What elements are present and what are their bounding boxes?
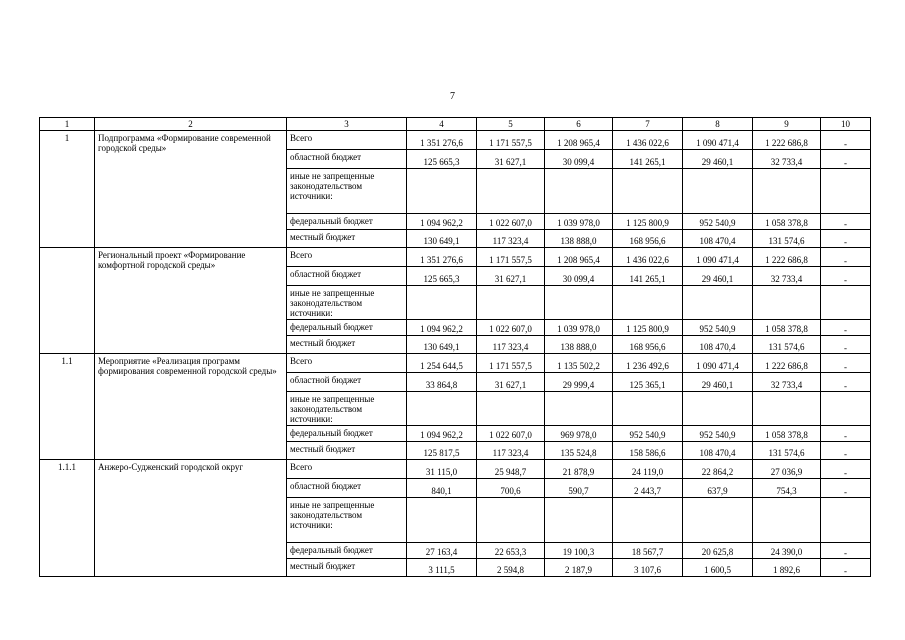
value-cell: 2 443,7 bbox=[613, 479, 683, 498]
value-cell: 1 058 378,8 bbox=[753, 214, 821, 230]
value-cell: 700,6 bbox=[477, 479, 545, 498]
value-cell: 21 878,9 bbox=[545, 460, 613, 479]
value-cell: 130 649,1 bbox=[407, 230, 477, 248]
value-cell: 1 090 471,4 bbox=[683, 354, 753, 373]
value-cell: 1 058 378,8 bbox=[753, 320, 821, 336]
value-cell: 840,1 bbox=[407, 479, 477, 498]
section-index: 1.1 bbox=[40, 354, 95, 460]
value-cell: 1 222 686,8 bbox=[753, 131, 821, 150]
section-index: 1.1.1 bbox=[40, 460, 95, 577]
value-cell: 1 022 607,0 bbox=[477, 214, 545, 230]
column-header: 8 bbox=[683, 118, 753, 131]
funding-source: иные не запрещенные законодательством источники: bbox=[287, 498, 407, 543]
value-cell bbox=[407, 286, 477, 320]
value-cell: 1 222 686,8 bbox=[753, 354, 821, 373]
funding-source: Всего bbox=[287, 354, 407, 373]
section-index bbox=[40, 248, 95, 354]
value-cell: 24 119,0 bbox=[613, 460, 683, 479]
value-cell: 125 365,1 bbox=[613, 373, 683, 392]
value-cell: 131 574,6 bbox=[753, 336, 821, 354]
section-index: 1 bbox=[40, 131, 95, 248]
column-header: 4 bbox=[407, 118, 477, 131]
value-cell: 27 163,4 bbox=[407, 543, 477, 559]
value-cell-col10: - bbox=[821, 214, 871, 230]
funding-source: федеральный бюджет bbox=[287, 320, 407, 336]
funding-source: областной бюджет bbox=[287, 150, 407, 169]
column-header: 6 bbox=[545, 118, 613, 131]
value-cell-col10: - bbox=[821, 373, 871, 392]
value-cell: 1 236 492,6 bbox=[613, 354, 683, 373]
value-cell bbox=[683, 169, 753, 214]
value-cell bbox=[407, 169, 477, 214]
budget-table bbox=[39, 117, 871, 577]
value-cell: 138 888,0 bbox=[545, 230, 613, 248]
value-cell bbox=[477, 392, 545, 426]
value-cell bbox=[753, 286, 821, 320]
funding-source: Всего bbox=[287, 460, 407, 479]
funding-source: местный бюджет bbox=[287, 336, 407, 354]
value-cell: 590,7 bbox=[545, 479, 613, 498]
value-cell: 31 627,1 bbox=[477, 267, 545, 286]
value-cell bbox=[753, 498, 821, 543]
section-name: Мероприятие «Реализация программ формирования современной городской среды» bbox=[95, 354, 287, 460]
value-cell-col10: - bbox=[821, 320, 871, 336]
value-cell: 158 586,6 bbox=[613, 442, 683, 460]
value-cell bbox=[477, 286, 545, 320]
funding-source: Всего bbox=[287, 131, 407, 150]
value-cell-col10 bbox=[821, 392, 871, 426]
value-cell: 637,9 bbox=[683, 479, 753, 498]
value-cell: 1 022 607,0 bbox=[477, 426, 545, 442]
funding-source: местный бюджет bbox=[287, 559, 407, 577]
value-cell: 131 574,6 bbox=[753, 442, 821, 460]
value-cell: 1 058 378,8 bbox=[753, 426, 821, 442]
value-cell: 1 892,6 bbox=[753, 559, 821, 577]
value-cell: 1 022 607,0 bbox=[477, 320, 545, 336]
value-cell: 33 864,8 bbox=[407, 373, 477, 392]
value-cell: 32 733,4 bbox=[753, 150, 821, 169]
funding-source: Всего bbox=[287, 248, 407, 267]
value-cell: 952 540,9 bbox=[683, 320, 753, 336]
value-cell: 31 627,1 bbox=[477, 150, 545, 169]
value-cell: 117 323,4 bbox=[477, 442, 545, 460]
page-number: 7 bbox=[450, 91, 455, 102]
table-row bbox=[40, 460, 871, 479]
value-cell-col10: - bbox=[821, 336, 871, 354]
value-cell bbox=[477, 498, 545, 543]
funding-source: иные не запрещенные законодательством источники: bbox=[287, 286, 407, 320]
value-cell-col10: - bbox=[821, 460, 871, 479]
value-cell: 1 135 502,2 bbox=[545, 354, 613, 373]
value-cell bbox=[753, 392, 821, 426]
value-cell: 1 351 276,6 bbox=[407, 131, 477, 150]
value-cell: 754,3 bbox=[753, 479, 821, 498]
value-cell-col10: - bbox=[821, 248, 871, 267]
value-cell: 25 948,7 bbox=[477, 460, 545, 479]
funding-source: местный бюджет bbox=[287, 230, 407, 248]
funding-source: федеральный бюджет bbox=[287, 543, 407, 559]
value-cell: 969 978,0 bbox=[545, 426, 613, 442]
value-cell: 168 956,6 bbox=[613, 230, 683, 248]
value-cell: 1 351 276,6 bbox=[407, 248, 477, 267]
funding-source: местный бюджет bbox=[287, 442, 407, 460]
value-cell: 29 460,1 bbox=[683, 373, 753, 392]
value-cell: 125 665,3 bbox=[407, 267, 477, 286]
section-name: Подпрограмма «Формирование современной городской среды» bbox=[95, 131, 287, 248]
value-cell: 130 649,1 bbox=[407, 336, 477, 354]
value-cell: 1 094 962,2 bbox=[407, 320, 477, 336]
funding-source: областной бюджет bbox=[287, 267, 407, 286]
value-cell: 29 460,1 bbox=[683, 150, 753, 169]
value-cell: 952 540,9 bbox=[613, 426, 683, 442]
column-header: 2 bbox=[95, 118, 287, 131]
value-cell bbox=[545, 169, 613, 214]
value-cell: 135 524,8 bbox=[545, 442, 613, 460]
value-cell bbox=[683, 392, 753, 426]
value-cell: 18 567,7 bbox=[613, 543, 683, 559]
value-cell: 141 265,1 bbox=[613, 267, 683, 286]
value-cell-col10: - bbox=[821, 354, 871, 373]
value-cell bbox=[683, 286, 753, 320]
value-cell bbox=[477, 169, 545, 214]
value-cell: 1 208 965,4 bbox=[545, 248, 613, 267]
value-cell: 1 125 800,9 bbox=[613, 320, 683, 336]
value-cell-col10: - bbox=[821, 131, 871, 150]
value-cell-col10: - bbox=[821, 230, 871, 248]
table-row bbox=[40, 354, 871, 373]
value-cell: 29 460,1 bbox=[683, 267, 753, 286]
value-cell: 31 627,1 bbox=[477, 373, 545, 392]
value-cell: 1 171 557,5 bbox=[477, 131, 545, 150]
value-cell bbox=[407, 498, 477, 543]
value-cell: 20 625,8 bbox=[683, 543, 753, 559]
value-cell: 1 600,5 bbox=[683, 559, 753, 577]
value-cell: 32 733,4 bbox=[753, 373, 821, 392]
column-header: 9 bbox=[753, 118, 821, 131]
value-cell: 125 817,5 bbox=[407, 442, 477, 460]
funding-source: федеральный бюджет bbox=[287, 214, 407, 230]
funding-source: иные не запрещенные законодательством источники: bbox=[287, 169, 407, 214]
value-cell: 1 094 962,2 bbox=[407, 214, 477, 230]
value-cell: 138 888,0 bbox=[545, 336, 613, 354]
value-cell: 30 099,4 bbox=[545, 150, 613, 169]
value-cell: 117 323,4 bbox=[477, 336, 545, 354]
value-cell: 1 222 686,8 bbox=[753, 248, 821, 267]
value-cell-col10: - bbox=[821, 479, 871, 498]
column-header: 5 bbox=[477, 118, 545, 131]
value-cell: 32 733,4 bbox=[753, 267, 821, 286]
value-cell: 22 864,2 bbox=[683, 460, 753, 479]
value-cell: 117 323,4 bbox=[477, 230, 545, 248]
value-cell: 3 107,6 bbox=[613, 559, 683, 577]
value-cell: 1 171 557,5 bbox=[477, 354, 545, 373]
value-cell-col10: - bbox=[821, 442, 871, 460]
value-cell: 108 470,4 bbox=[683, 230, 753, 248]
value-cell: 108 470,4 bbox=[683, 336, 753, 354]
value-cell-col10: - bbox=[821, 559, 871, 577]
value-cell: 131 574,6 bbox=[753, 230, 821, 248]
value-cell-col10: - bbox=[821, 543, 871, 559]
value-cell bbox=[613, 286, 683, 320]
value-cell: 1 039 978,0 bbox=[545, 320, 613, 336]
table-row bbox=[40, 131, 871, 150]
column-header: 3 bbox=[287, 118, 407, 131]
funding-source: иные не запрещенные законодательством источники: bbox=[287, 392, 407, 426]
value-cell: 1 208 965,4 bbox=[545, 131, 613, 150]
value-cell: 31 115,0 bbox=[407, 460, 477, 479]
value-cell bbox=[545, 286, 613, 320]
value-cell bbox=[753, 169, 821, 214]
column-header: 10 bbox=[821, 118, 871, 131]
table-row bbox=[40, 248, 871, 267]
value-cell bbox=[407, 392, 477, 426]
value-cell: 19 100,3 bbox=[545, 543, 613, 559]
value-cell-col10 bbox=[821, 286, 871, 320]
value-cell: 1 125 800,9 bbox=[613, 214, 683, 230]
value-cell: 1 436 022,6 bbox=[613, 248, 683, 267]
value-cell: 3 111,5 bbox=[407, 559, 477, 577]
value-cell: 1 436 022,6 bbox=[613, 131, 683, 150]
value-cell: 1 039 978,0 bbox=[545, 214, 613, 230]
value-cell: 1 090 471,4 bbox=[683, 248, 753, 267]
value-cell-col10: - bbox=[821, 150, 871, 169]
value-cell: 1 254 644,5 bbox=[407, 354, 477, 373]
value-cell: 30 099,4 bbox=[545, 267, 613, 286]
value-cell: 1 171 557,5 bbox=[477, 248, 545, 267]
value-cell: 1 094 962,2 bbox=[407, 426, 477, 442]
value-cell bbox=[613, 169, 683, 214]
value-cell bbox=[613, 498, 683, 543]
funding-source: федеральный бюджет bbox=[287, 426, 407, 442]
value-cell: 24 390,0 bbox=[753, 543, 821, 559]
value-cell-col10 bbox=[821, 498, 871, 543]
column-header: 7 bbox=[613, 118, 683, 131]
value-cell: 22 653,3 bbox=[477, 543, 545, 559]
column-header: 1 bbox=[40, 118, 95, 131]
value-cell: 27 036,9 bbox=[753, 460, 821, 479]
value-cell: 952 540,9 bbox=[683, 214, 753, 230]
value-cell: 2 187,9 bbox=[545, 559, 613, 577]
value-cell: 125 665,3 bbox=[407, 150, 477, 169]
value-cell bbox=[545, 392, 613, 426]
value-cell-col10: - bbox=[821, 426, 871, 442]
value-cell bbox=[545, 498, 613, 543]
value-cell: 29 999,4 bbox=[545, 373, 613, 392]
value-cell bbox=[613, 392, 683, 426]
value-cell: 141 265,1 bbox=[613, 150, 683, 169]
value-cell: 952 540,9 bbox=[683, 426, 753, 442]
section-name: Анжеро-Судженский городской округ bbox=[95, 460, 287, 577]
funding-source: областной бюджет bbox=[287, 373, 407, 392]
value-cell: 108 470,4 bbox=[683, 442, 753, 460]
value-cell-col10: - bbox=[821, 267, 871, 286]
value-cell: 2 594,8 bbox=[477, 559, 545, 577]
value-cell: 1 090 471,4 bbox=[683, 131, 753, 150]
value-cell-col10 bbox=[821, 169, 871, 214]
funding-source: областной бюджет bbox=[287, 479, 407, 498]
value-cell bbox=[683, 498, 753, 543]
section-name: Региональный проект «Формирование комфортной городской среды» bbox=[95, 248, 287, 354]
value-cell: 168 956,6 bbox=[613, 336, 683, 354]
header-row bbox=[40, 118, 871, 131]
